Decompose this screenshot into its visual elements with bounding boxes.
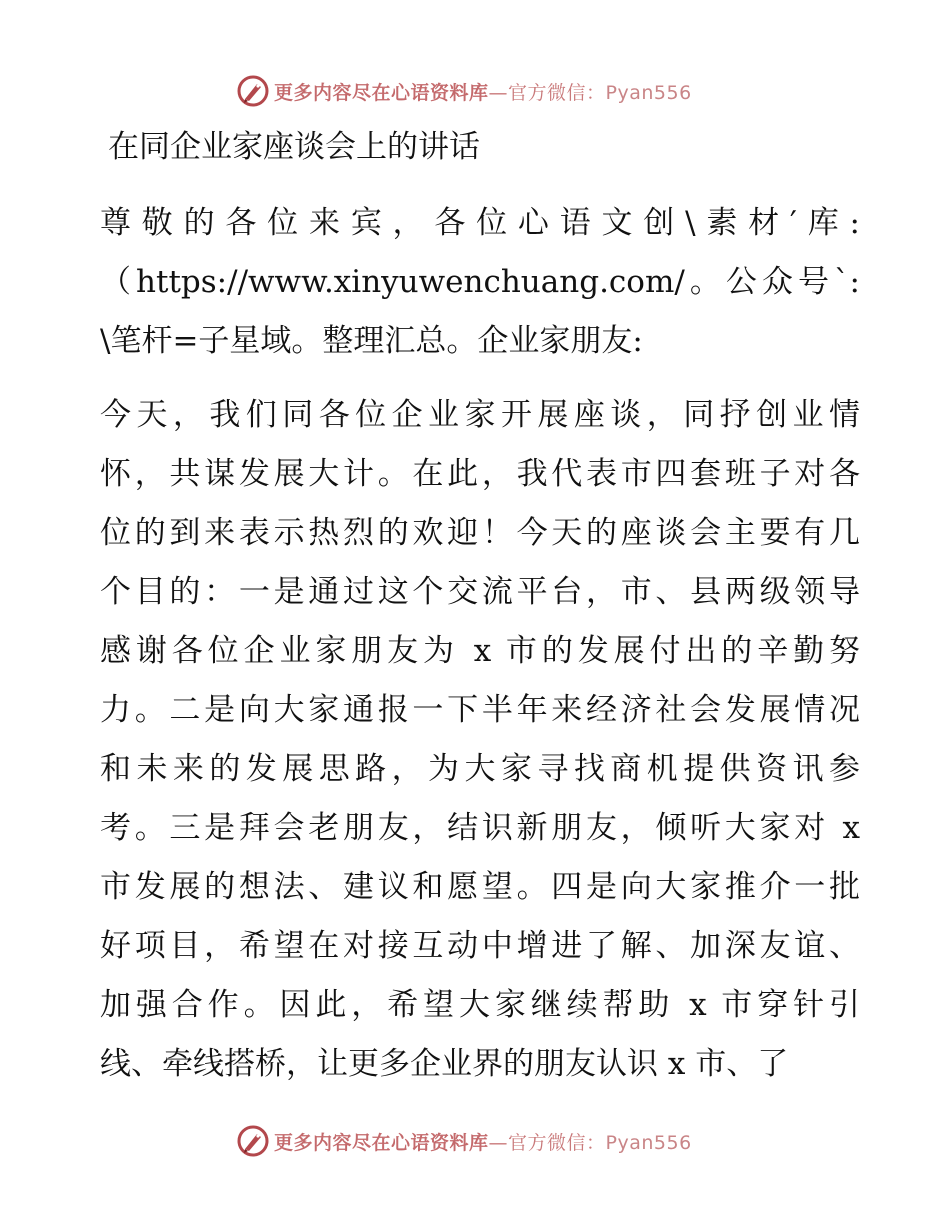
- text-line: 加强合作。因此，希望大家继续帮助 x 市穿针引: [100, 987, 860, 1023]
- watermark-account: Pyan556: [605, 81, 692, 104]
- watermark-official-label: 官方微信：: [508, 81, 606, 104]
- paragraph-body: [100, 386, 860, 1094]
- paragraph-greeting: [100, 194, 860, 371]
- text-line: \笔杆=子星域。整理汇总。企业家朋友:: [100, 323, 643, 359]
- text-line: 尊敬的各位来宾，各位心语文创\素材′库:: [100, 205, 860, 241]
- watermark-separator: —: [488, 81, 509, 104]
- text-line: 市发展的想法、建议和愿望。四是向大家推介一批: [100, 869, 860, 905]
- text-line: 和未来的发展思路，为大家寻找商机提供资讯参: [100, 751, 860, 787]
- pen-nib-circle-icon: [236, 1124, 270, 1158]
- text-line: 好项目，希望在对接互动中增进了解、加深友谊、: [100, 928, 860, 964]
- watermark-separator: —: [488, 1131, 509, 1154]
- document-title: 在同企业家座谈会上的讲话: [108, 129, 480, 165]
- text-line: 力。二是向大家通报一下半年来经济社会发展情况: [100, 692, 860, 728]
- text-line: 个目的：一是通过这个交流平台，市、县两级领导: [100, 574, 860, 610]
- text-line: 感谢各位企业家朋友为 x 市的发展付出的辛勤努: [100, 633, 860, 669]
- header-watermark: [236, 74, 692, 108]
- footer-watermark: [236, 1124, 692, 1158]
- watermark-main-text: 更多内容尽在心语资料库: [274, 81, 489, 104]
- text-line: （https://www.xinyuwenchuang.com/。公众号`:: [100, 264, 860, 300]
- watermark-main-text: 更多内容尽在心语资料库: [274, 1131, 489, 1154]
- text-line: 怀，共谋发展大计。在此，我代表市四套班子对各: [100, 456, 860, 492]
- pen-nib-circle-icon: [236, 74, 270, 108]
- watermark-account: Pyan556: [605, 1131, 692, 1154]
- watermark-official-label: 官方微信：: [508, 1131, 606, 1154]
- text-line: 线、牵线搭桥，让更多企业界的朋友认识 x 市、了: [100, 1046, 789, 1082]
- text-line: 位的到来表示热烈的欢迎！今天的座谈会主要有几: [100, 515, 860, 551]
- text-line: 考。三是拜会老朋友，结识新朋友，倾听大家对 x: [100, 810, 860, 846]
- text-line: 今天，我们同各位企业家开展座谈，同抒创业情: [100, 397, 860, 433]
